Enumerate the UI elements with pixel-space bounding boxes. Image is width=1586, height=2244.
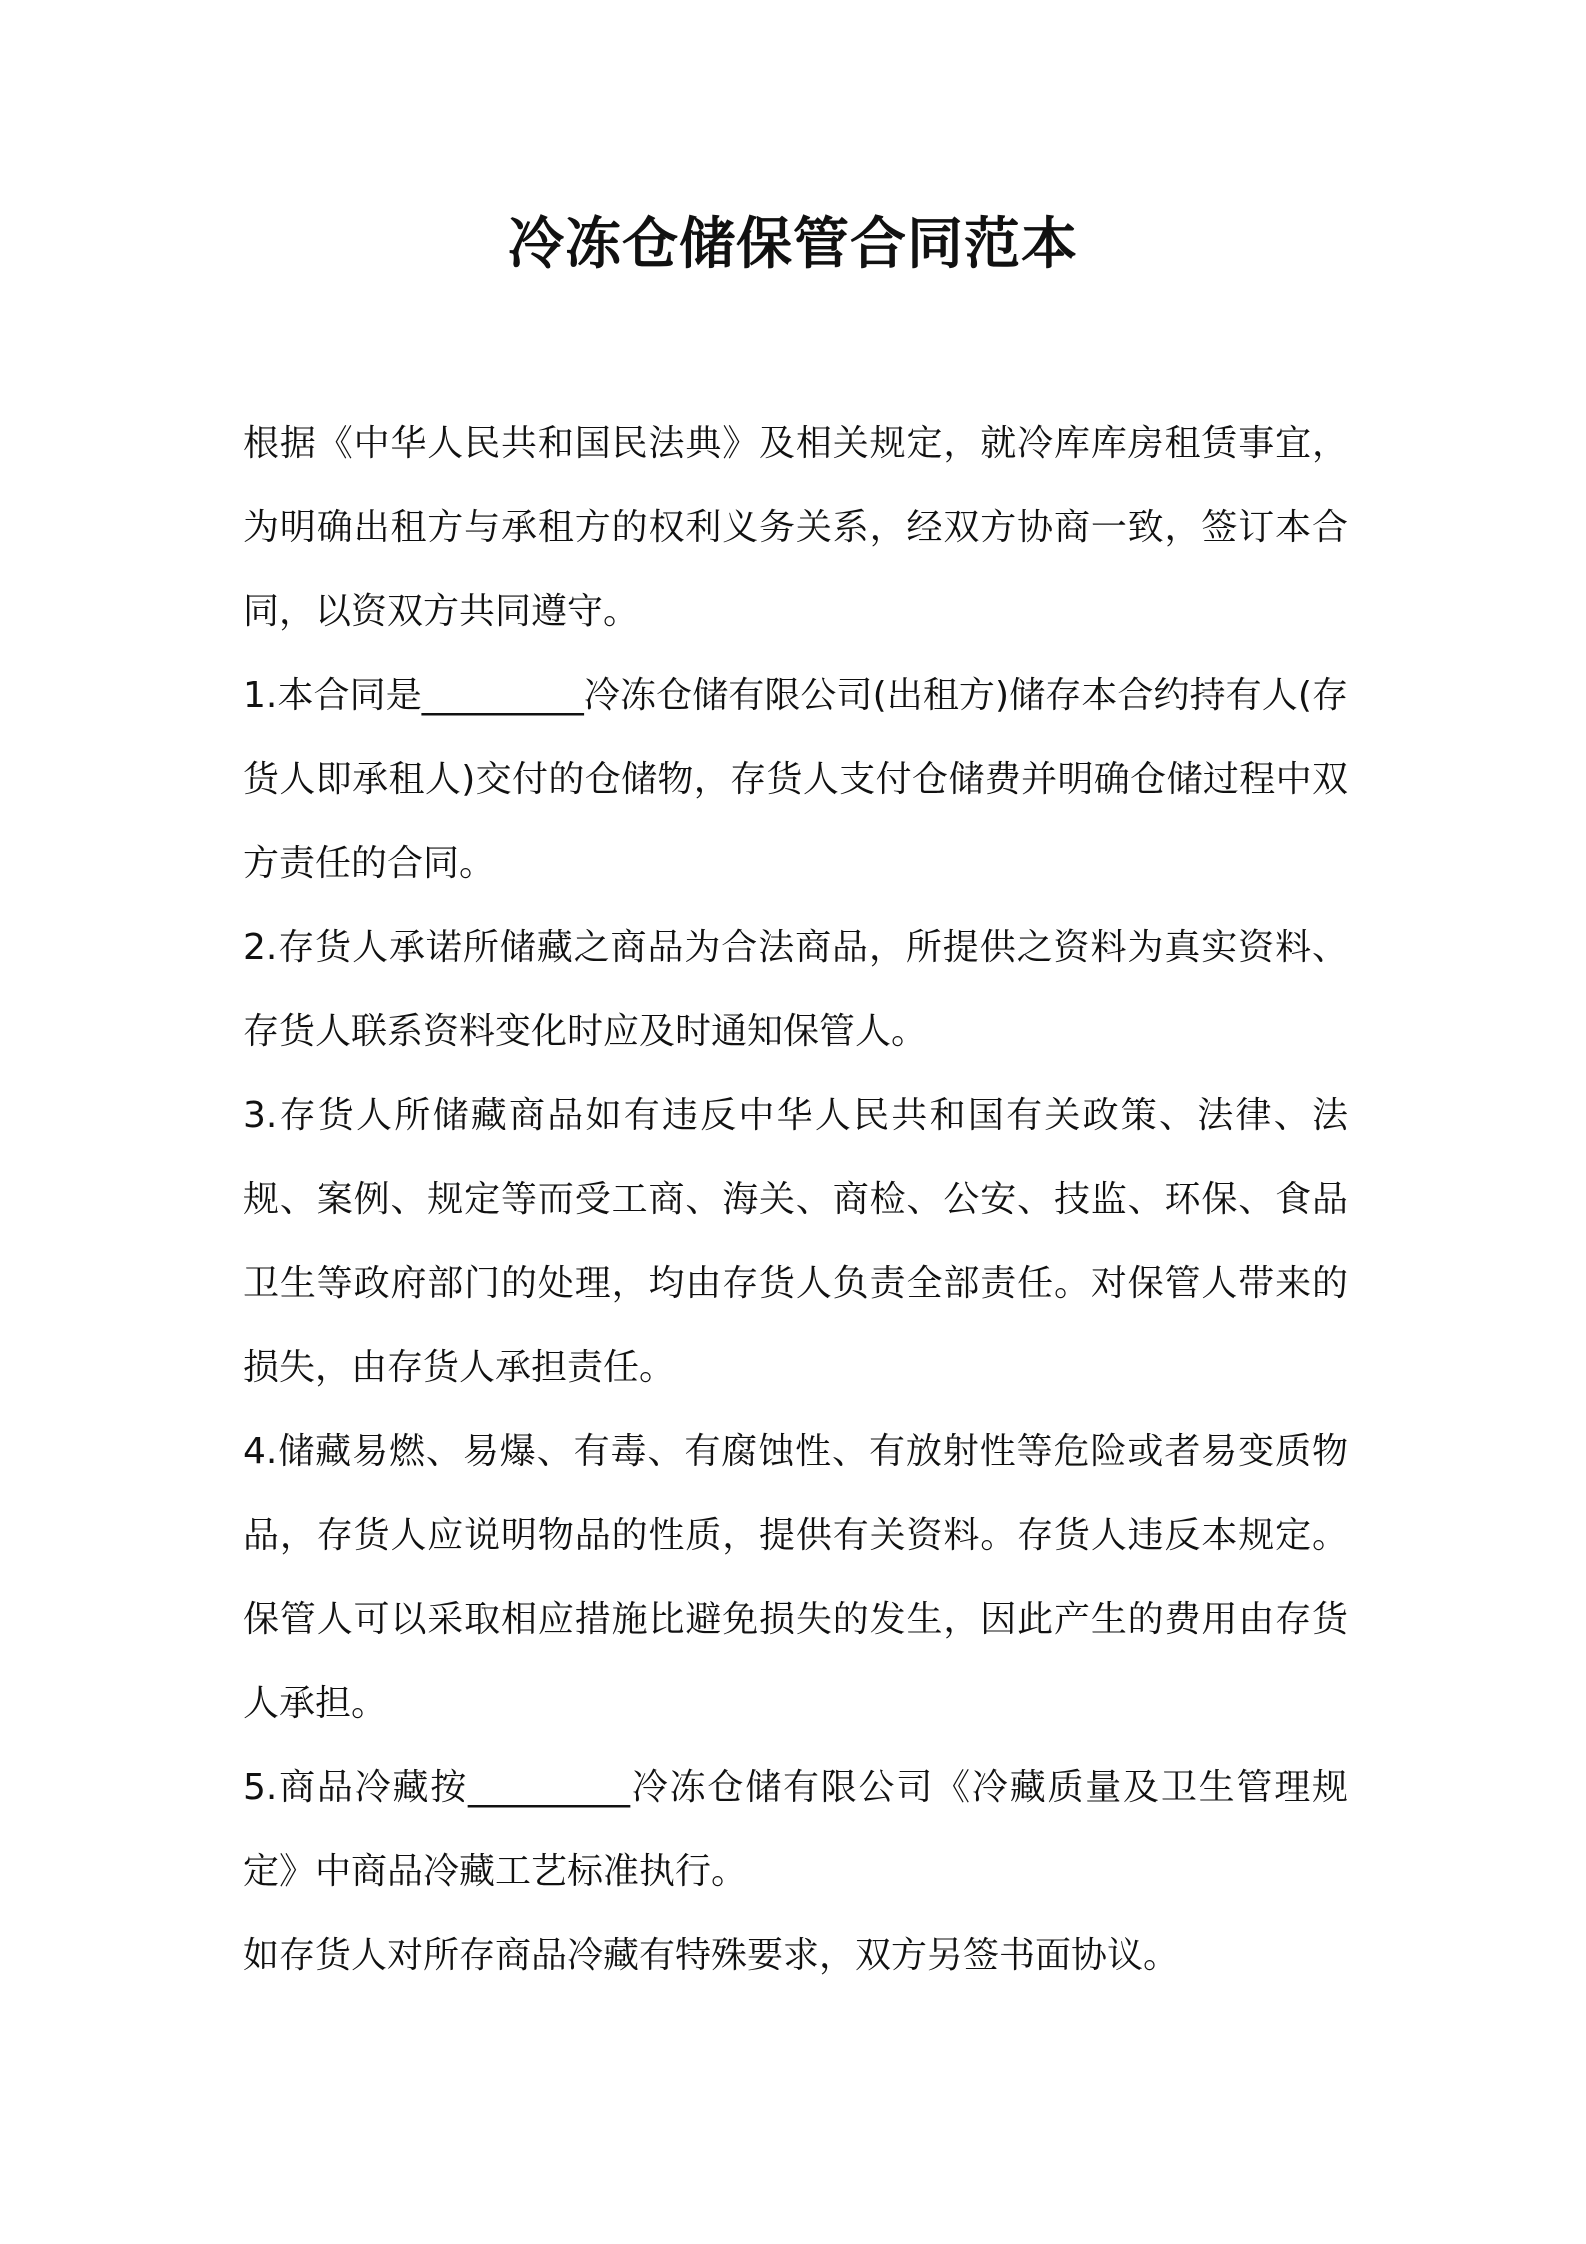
clause-3-paragraph: 3.存货人所储藏商品如有违反中华人民共和国有关政策、法律、法规、案例、规定等而受工商、海关、商检、公安、技监、环保、食品卫生等政府部门的处理，均由存货人负责全部责任。对保管人带来的损失，由存货人承担责任。 <box>243 1095 1348 1388</box>
clause-5-paragraph: 5.商品冷藏按_________冷冻仓储有限公司《冷藏质量及卫生管理规定》中商品冷藏工艺标准执行。 <box>243 1767 1348 1892</box>
special-requirement-paragraph: 如存货人对所存商品冷藏有特殊要求，双方另签书面协议。 <box>243 1935 1180 1976</box>
clause-1-paragraph: 1.本合同是_________冷冻仓储有限公司(出租方)储存本合约持有人(存货人即承租人)交付的仓储物，存货人支付仓储费并明确仓储过程中双方责任的合同。 <box>243 675 1348 884</box>
document-body <box>243 402 1348 1998</box>
clause-2-paragraph: 2.存货人承诺所储藏之商品为合法商品，所提供之资料为真实资料、存货人联系资料变化时应及时通知保管人。 <box>243 927 1348 1052</box>
preamble-paragraph: 根据《中华人民共和国民法典》及相关规定，就冷库库房租赁事宜，为明确出租方与承租方的权利义务关系，经双方协商一致，签订本合同，以资双方共同遵守。 <box>243 423 1348 632</box>
document-title: 冷冻仓储保管合同范本 <box>508 212 1078 277</box>
clause-4-paragraph: 4.储藏易燃、易爆、有毒、有腐蚀性、有放射性等危险或者易变质物品，存货人应说明物品的性质，提供有关资料。存货人违反本规定。保管人可以采取相应措施比避免损失的发生，因此产生的费用由存货人承担。 <box>243 1431 1348 1724</box>
